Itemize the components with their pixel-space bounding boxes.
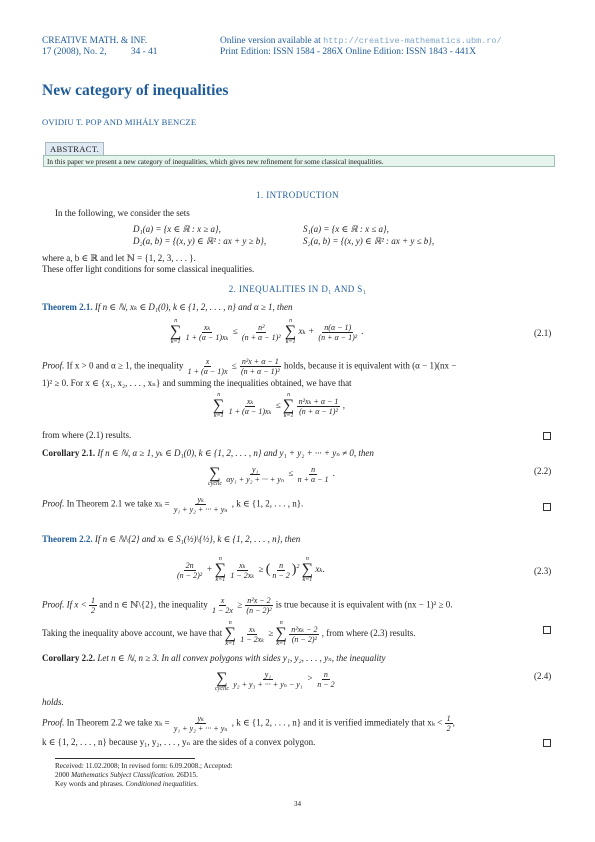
proof-cor-2-1: Proof. In Theorem 2.1 we take xₖ = $\frac{\text{yₖ}}{\text{y₁ + y₂ + ··· + yₙ}}$ , k ∈ {1, 2, . . . , n}. <box>42 495 304 514</box>
online-url[interactable]: http://creative-mathematics.ubm.ro/ <box>323 36 502 46</box>
proof-2-2-line-2: Taking the inequality above account, we have that n ∑ k=1 $\frac{\text{xₖ}}{\text{1 − 2xₖ}}$ ≥ n ∑ k=1 $\frac{\text{n²xₖ − 2}}{\text{(n − 2)²}}$ , from where (2.3) results. <box>42 620 416 647</box>
intro-paragraph-3: These offer light conditions for some classical inequalities. <box>42 264 255 274</box>
qed-symbol <box>543 739 551 747</box>
footnote-rule <box>55 758 195 759</box>
fraction: $\frac{\text{yₖ}}{\text{y₁ + y₂ + ··· + yₙ}}$ <box>173 714 228 733</box>
equation-number: (2.4) <box>534 671 552 681</box>
fraction: $\frac{x}{1 + (\alpha - 1)x}$ <box>187 357 228 376</box>
journal-issue: 17 (2008), No. 2, <box>42 47 107 57</box>
journal-header <box>42 36 157 58</box>
holds-text: holds. <box>42 697 64 707</box>
sum-symbol: n ∑ k=1 <box>214 556 227 583</box>
fraction: $\frac{2n}{\text{(n − 2)²}}$ <box>177 560 203 580</box>
fraction: $\frac{\text{n²xₖ − 2}}{\text{(n − 2)²}}$ <box>291 624 318 644</box>
theorem-statement: If n ∈ ℕ\{2} and xₖ ∈ S₁(½)\{½}, k ∈ {1, 2, . . . , n}, then <box>94 534 301 544</box>
theorem-2-2 <box>42 534 300 545</box>
fraction: $\frac{\text{xₖ}}{\text{1 + (α − 1)xₖ}}$ <box>185 322 229 342</box>
fraction: $\frac{\text{y₁}}{\text{αy₁ + y₂ + ··· + yₙ}}$ <box>226 464 285 484</box>
equation-2-3: $\frac{2n}{\text{(n − 2)²}}$ + n ∑ k=1 $\frac{\text{xₖ}}{\text{1 − 2xₖ}}$ ≥ ( $\frac{n}{n - 2}$ )$^2$ n ∑ k=1 xₖ. <box>177 556 325 583</box>
equation-sum-inequality: n ∑ k=1 $\frac{\text{xₖ}}{\text{1 + (α − 1)xₖ}}$ ≤ n ∑ k=1 $\frac{\text{n²xₖ + α − 1}}{\text{(n + α − 1)²}}$ , <box>213 392 345 419</box>
fraction: $\frac{\text{n²xₖ + α − 1}}{\text{(n + α − 1)²}}$ <box>298 396 339 416</box>
fraction: $\frac{n}{n + \alpha - 1}$ <box>297 464 329 484</box>
intro-paragraph-1: In the following, we consider the sets <box>55 208 190 218</box>
journal-issue-line <box>42 47 157 58</box>
set-d2: D₂(a, b) = {(x, y) ∈ ℝ² : ax + y ≥ b}, <box>133 236 267 246</box>
corollary-label: Corollary 2.2. <box>42 653 96 663</box>
sum-symbol: n ∑ k=1 <box>213 392 225 419</box>
proof-2-1-line-2: 1)² ≥ 0. For x ∈ {x₁, x₂, . . . , xₙ} and summing the inequalities obtained, we have that <box>42 378 352 388</box>
fraction: $\frac{x}{1 - 2x}$ <box>212 596 233 615</box>
qed-symbol <box>543 503 551 511</box>
fraction: $\frac{n}{n - 2}$ <box>272 560 290 580</box>
corollary-2-2 <box>42 653 386 664</box>
sum-symbol: ∑ cyclic <box>208 465 222 487</box>
theorem-2-1 <box>42 302 293 313</box>
fraction: $\frac{\text{n²x − 2}}{\text{(n − 2)²}}$ <box>246 596 272 615</box>
edition-header <box>220 36 502 58</box>
footnotes <box>55 762 233 789</box>
fraction: $\frac{\text{y₁}}{\text{y₂ + y₃ + ··· + yₙ − y₁}}$ <box>233 669 303 689</box>
equation-2-4: ∑ cyclic $\frac{\text{y₁}}{\text{y₂ + y₃ + ··· + yₙ − y₁}}$ > $\frac{n}{n - 2}$ <box>215 665 337 693</box>
fraction: $\frac{1}{2}$ <box>446 714 451 733</box>
equation-number: (2.1) <box>534 328 552 338</box>
theorem-label: Theorem 2.2. <box>42 534 93 544</box>
fraction: $\frac{\text{xₖ}}{\text{1 + (α − 1)xₖ}}$ <box>228 396 272 416</box>
theorem-label: Theorem 2.1. <box>42 302 93 312</box>
proof-cor-2-2-line-2: k ∈ {1, 2, . . . , n} because y₁, y₂, . . . , yₙ are the sides of a convex polygon. <box>42 737 316 747</box>
proof-2-2-line-1: Proof. If x < $\frac{1}{2}$ and n ∈ ℕ\{2}, the inequality $\frac{x}{1 - 2x}$ ≥ $\frac{\text{n²x − 2}}{\text{(n − 2)²}}$ is true because it is equivalent with (nx − 1)² ≥ 0. <box>42 596 453 615</box>
sum-symbol: ∑ cyclic <box>215 670 229 692</box>
abstract-text: In this paper we present a new category of inequalities, which gives new refinement for some classical inequalities. <box>43 155 555 167</box>
corollary-statement: If n ∈ ℕ, α ≥ 1, yₖ ∈ D₁(0), k ∈ {1, 2, . . . , n} and y₁ + y₂ + ··· + yₙ ≠ 0, then <box>97 448 374 458</box>
print-edition: Print Edition: ISSN 1584 - 286X Online Edition: ISSN 1843 - 441X <box>220 47 476 57</box>
set-s1: S₁(a) = {x ∈ ℝ : x ≤ a}, <box>303 224 389 234</box>
journal-pages: 34 - 41 <box>130 47 158 57</box>
fraction: $\frac{\text{xₖ}}{\text{1 − 2xₖ}}$ <box>240 624 265 644</box>
keywords-line: Key words and phrases. Conditioned inequalities. <box>55 780 199 788</box>
proof-2-1-line-1: Proof. If x > 0 and α ≥ 1, the inequality $\frac{x}{1 + (\alpha - 1)x}$ ≤ $\frac{\text{n²x + α − 1}}{\text{(n + α − 1)²}}$ holds, because it is equivalent with (α − 1)(nx − <box>42 357 457 376</box>
set-d1: D₁(a) = {x ∈ ℝ : x ≥ a}, <box>133 224 221 234</box>
fraction: $\frac{\text{yₖ}}{\text{y₁ + y₂ + ··· + yₙ}}$ <box>173 495 228 514</box>
paper-title: New category of inequalities <box>42 82 229 99</box>
intro-paragraph-2: where a, b ∈ ℝ and let ℕ = {1, 2, 3, . . . }. <box>42 253 196 263</box>
fraction: $\frac{1}{2}$ <box>91 596 95 615</box>
sum-symbol: n ∑ k=1 <box>284 318 297 345</box>
sum-symbol: n ∑ k=1 <box>224 620 236 647</box>
corollary-statement: Let n ∈ ℕ, n ≥ 3. In all convex polygons with sides y₁, y₂, . . . , yₙ, the inequality <box>97 653 386 663</box>
sum-symbol: n ∑ k=1 <box>282 392 295 419</box>
fraction: $\frac{n}{n - 2}$ <box>317 669 335 689</box>
section-inequalities: 2. INEQUALITIES IN D₁ AND S₁ <box>228 284 367 294</box>
equation-2-1: n ∑ k=1 $\frac{\text{xₖ}}{\text{1 + (α − 1)xₖ}}$ ≤ $\frac{\text{n²}}{\text{(n + α − 1)²}}$ n ∑ k=1 xₖ + $\frac{n(\alpha - 1)}{\text{(n + α − 1)²}}$ . <box>170 318 364 345</box>
received-dates: Received: 11.02.2008; In revised form: 6.09.2008.; Accepted: <box>55 762 233 770</box>
online-prefix: Online version available at <box>220 36 321 46</box>
set-s2: S₂(a, b) = {(x, y) ∈ ℝ² : ax + y ≤ b}, <box>303 236 435 246</box>
qed-symbol <box>543 626 551 634</box>
abstract-label: ABSTRACT. <box>45 142 104 156</box>
page-number: 34 <box>293 800 302 808</box>
msc-line: 2000 Mathematics Subject Classification. 26D15. <box>55 771 198 779</box>
fraction: $\frac{n(\alpha - 1)}{\text{(n + α − 1)²}}$ <box>318 322 358 342</box>
theorem-statement: If n ∈ ℕ, xₖ ∈ D₁(0), k ∈ {1, 2, . . . , n} and α ≥ 1, then <box>94 302 293 312</box>
proof-cor-2-2-line-1: Proof. In Theorem 2.2 we take xₖ = $\frac{\text{yₖ}}{\text{y₁ + y₂ + ··· + yₙ}}$ , k ∈ {1, 2, . . . , n} and it is verified immediately that xₖ < $\frac{1}{2}$ , <box>42 714 455 733</box>
equation-number: (2.2) <box>534 466 552 476</box>
sum-symbol: n ∑ k=1 <box>170 318 182 345</box>
section-introduction: 1. INTRODUCTION <box>256 190 339 200</box>
journal-name: CREATIVE MATH. & INF. <box>42 36 148 46</box>
authors: OVIDIU T. POP AND MIHÁLY BENCZE <box>42 117 197 127</box>
fraction: $\frac{\text{n²}}{\text{(n + α − 1)²}}$ <box>241 322 281 342</box>
sum-symbol: n ∑ k=1 <box>275 620 287 647</box>
equation-2-2: ∑ cyclic $\frac{\text{y₁}}{\text{αy₁ + y₂ + ··· + yₙ}}$ ≤ $\frac{n}{n + \alpha - 1}$ . <box>208 460 335 488</box>
proof-2-1-line-3: from where (2.1) results. <box>42 430 132 440</box>
fraction: $\frac{\text{n²x + α − 1}}{\text{(n + α − 1)²}}$ <box>240 357 280 376</box>
qed-symbol <box>543 432 551 440</box>
corollary-2-1 <box>42 448 374 459</box>
sum-symbol: n ∑ k=1 <box>301 556 314 583</box>
online-line <box>220 36 502 47</box>
equation-number: (2.3) <box>534 566 552 576</box>
fraction: $\frac{\text{xₖ}}{\text{1 − 2xₖ}}$ <box>230 560 255 580</box>
corollary-label: Corollary 2.1. <box>42 448 96 458</box>
